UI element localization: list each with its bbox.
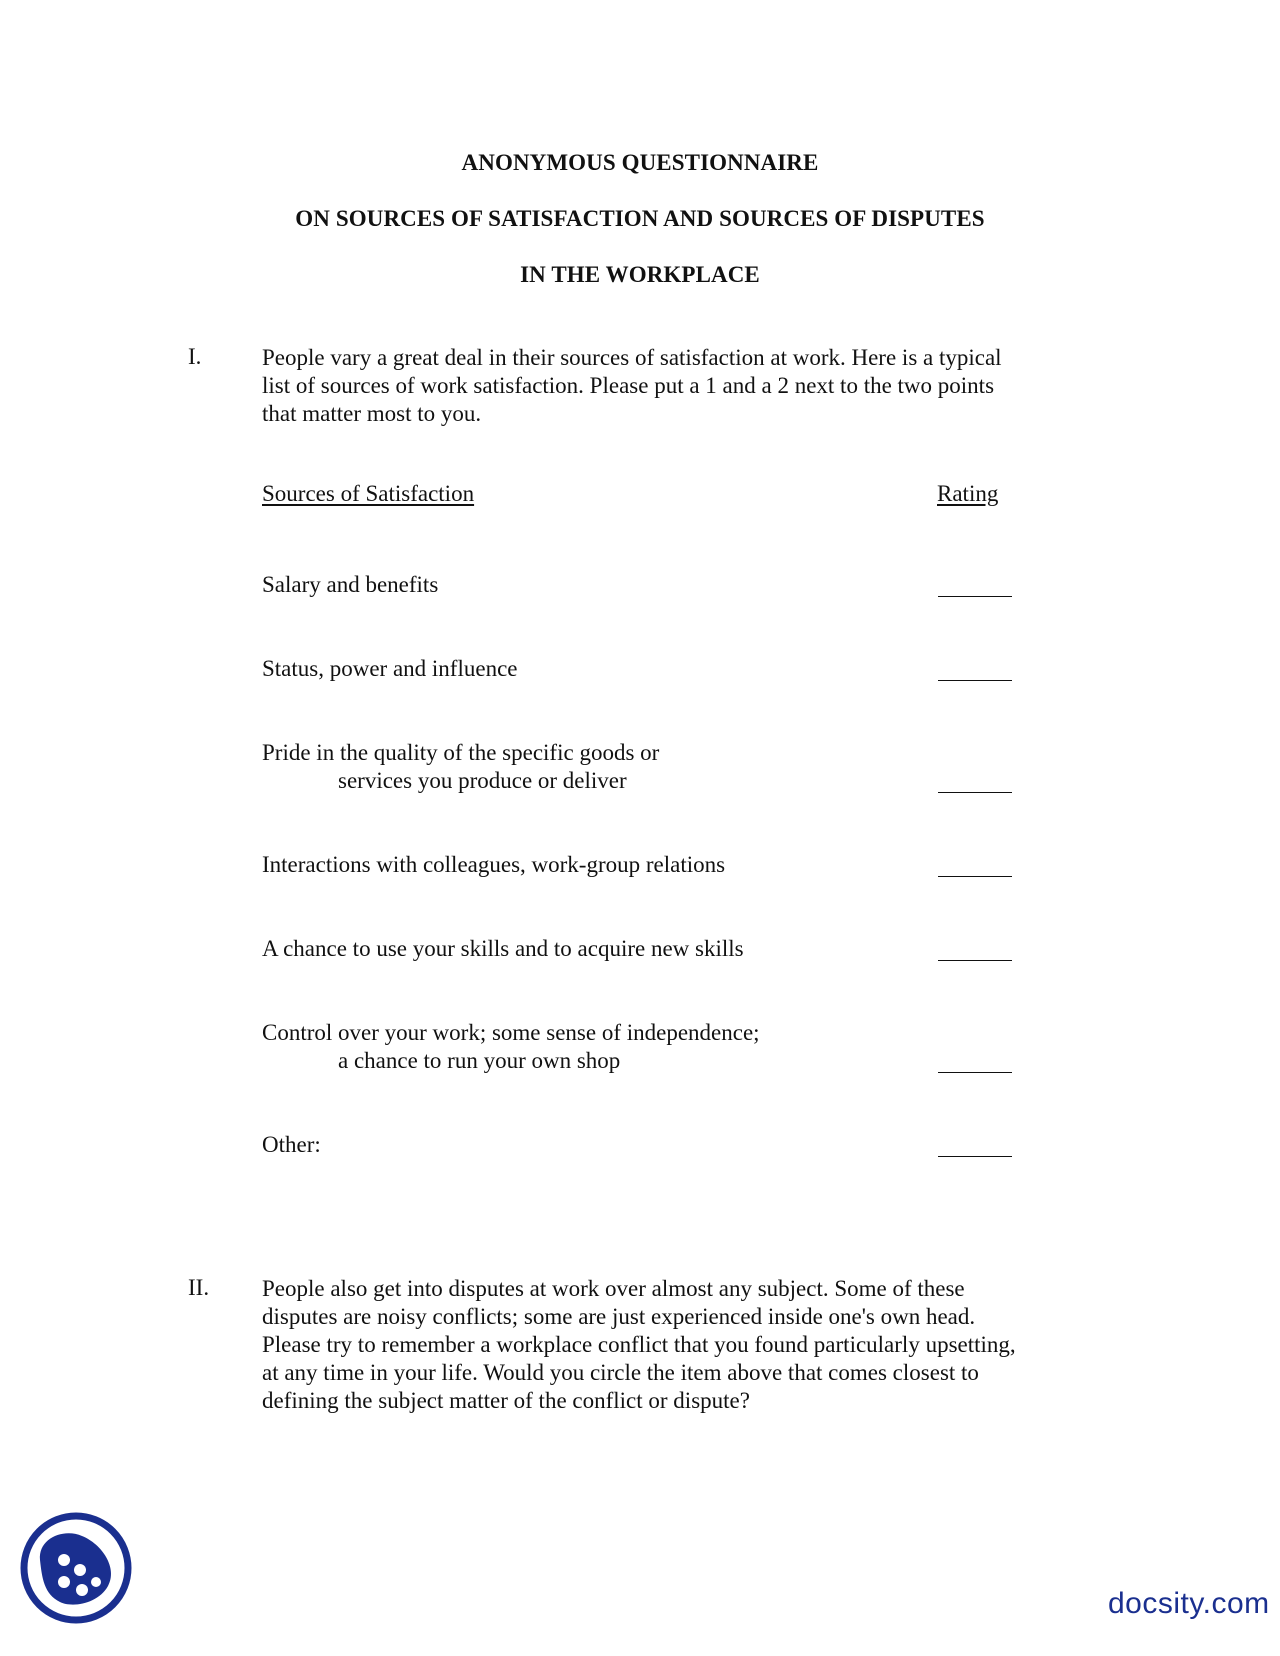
source-item-label: Salary and benefits (262, 572, 439, 597)
rating-blank-status[interactable] (938, 680, 1012, 681)
section-2-line: disputes are noisy conflicts; some are just experienced inside one's own head. (262, 1304, 976, 1329)
source-item-label-continued: services you produce or deliver (338, 768, 627, 793)
rating-blank-salary[interactable] (938, 596, 1012, 597)
rating-blank-control[interactable] (938, 1072, 1012, 1073)
source-item-label: Pride in the quality of the specific goods or (262, 740, 660, 765)
source-item-label: Interactions with colleagues, work-group relations (262, 852, 726, 877)
source-item-label-continued: a chance to run your own shop (338, 1048, 621, 1073)
section-1-instructions (262, 344, 1092, 428)
rating-blank-interactions[interactable] (938, 876, 1012, 877)
docsity-brand-link[interactable]: docsity.com (1108, 1587, 1270, 1620)
source-item-label: Control over your work; some sense of independence; (262, 1020, 760, 1045)
source-item-label: Other: (262, 1132, 321, 1157)
title-line-3: IN THE WORKPLACE (520, 262, 760, 287)
rating-column-header: Rating (937, 481, 999, 506)
source-item-interactions (262, 851, 725, 879)
section-2-instructions (262, 1275, 1092, 1415)
section-1-line: that matter most to you. (262, 401, 482, 426)
source-item-label: A chance to use your skills and to acquire new skills (262, 936, 744, 961)
section-1-line: People vary a great deal in their sources of satisfaction at work. Here is a typical (262, 345, 1002, 370)
section-2-number: II. (188, 1275, 210, 1300)
rating-blank-skills[interactable] (938, 960, 1012, 961)
section-2-line: at any time in your life. Would you circle the item above that comes closest to (262, 1360, 979, 1385)
sources-column-header: Sources of Satisfaction (262, 481, 475, 506)
source-item-status (262, 655, 517, 683)
rating-blank-pride[interactable] (938, 792, 1012, 793)
docsity-logo-icon[interactable] (20, 1512, 132, 1624)
rating-blank-other[interactable] (938, 1156, 1012, 1157)
source-item-control (262, 1019, 760, 1075)
section-1-line: list of sources of work satisfaction. Please put a 1 and a 2 next to the two points (262, 373, 995, 398)
source-item-other (262, 1131, 321, 1159)
section-1-number: I. (188, 344, 202, 369)
title-line-2: ON SOURCES OF SATISFACTION AND SOURCES OF DISPUTES (295, 206, 985, 231)
title-line-1: ANONYMOUS QUESTIONNAIRE (461, 150, 819, 175)
source-item-skills (262, 935, 744, 963)
source-item-salary (262, 571, 438, 599)
section-2-line: Please try to remember a workplace conflict that you found particularly upsetting, (262, 1332, 1016, 1357)
section-2-line: People also get into disputes at work over almost any subject. Some of these (262, 1276, 965, 1301)
section-2-line: defining the subject matter of the conflict or dispute? (262, 1388, 750, 1413)
source-item-label: Status, power and influence (262, 656, 518, 681)
source-item-pride (262, 739, 659, 795)
